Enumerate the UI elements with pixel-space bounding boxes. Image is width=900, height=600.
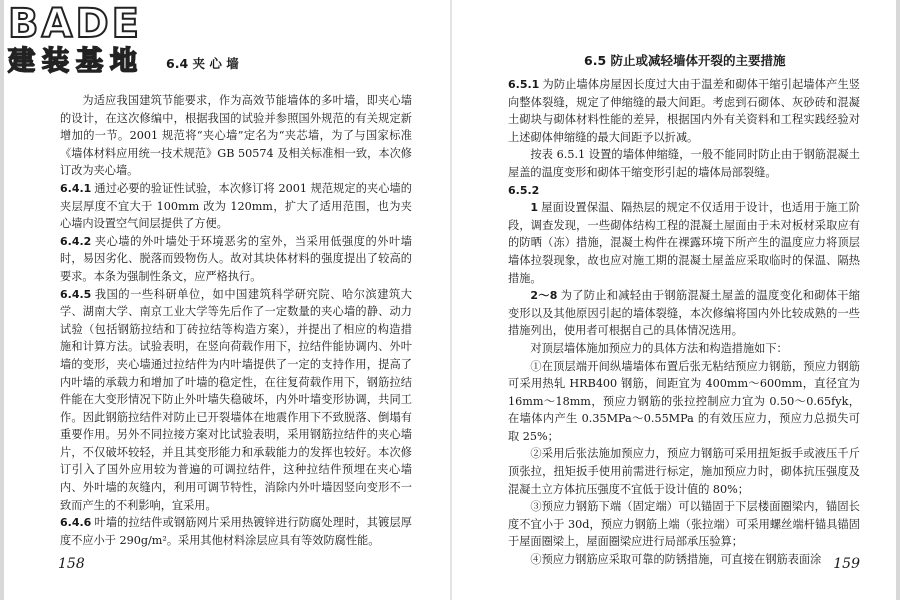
paragraph — [508, 146, 860, 181]
paragraph — [508, 498, 860, 551]
paragraph — [508, 287, 860, 340]
paragraph-text: 通过必要的验证性试验，本次修订将 2001 规范规定的夹心墙的夹层厚度不宜大于 100mm 改为 120mm，扩大了适用范围，也为夹心墙内设置空气间层提供了方便。 — [60, 181, 412, 231]
paragraph — [60, 92, 412, 180]
paragraph — [508, 76, 860, 146]
clause-number: 1 — [530, 201, 539, 215]
paragraph — [508, 445, 860, 498]
clause-number: 6.5.1 — [508, 78, 540, 91]
paragraph — [60, 180, 412, 233]
page-number: 158 — [58, 556, 85, 572]
paragraph — [508, 340, 860, 358]
clause-number: 6.4.6 — [60, 516, 92, 530]
clause-number: 6.4.2 — [60, 234, 92, 248]
right-page-body — [508, 76, 860, 569]
logo-brand-cn: 建装基地 — [8, 46, 144, 77]
clause-number: 2～8 — [530, 289, 558, 303]
paragraph-text: 我国的一些科研单位，如中国建筑科学研究院、哈尔滨建筑大学、湖南大学、南京工业大学等先后作了一定数量的夹心墙的静、动力试验（包括钢筋拉结和丁砖拉结等构造方案），并提出了相应的构造措施和计算方法。试验表明，在竖向荷载作用下，拉结件能协调内、外叶墙的变形，夹心墙通过拉结件为内叶墙提供了一定的支持作用，提高了内叶墙的承载力和增加了叶墙的稳定性，在往复荷载作用下，钢筋拉结件能在大变形情况下防止外叶墙失稳破坏，内外叶墙变形协调，共同工作。因此钢筋拉结件对防止已开裂墙体在地震作用下不致脱落、倒塌有重要作用。另外不同拉接方案对比试验表明，采用钢筋拉结件的夹心墙片，不仅破坏较轻，并且其变形能力和承载能力的发挥也较好。本次修订引入了国外应用较为普遍的可调拉结件，这种拉结件预埋在夹心墙内、外叶墙的灰缝内，利用可调节特性，消除内外叶墙因竖向变形不一致而产生的不利影响，宜采用。 — [60, 287, 412, 512]
watermark-logo — [8, 1, 178, 82]
logo-brand-en: BADE — [8, 1, 142, 47]
paragraph — [60, 233, 412, 286]
paragraph-text: ②采用后张法施加预应力，预应力钢筋可采用扭矩扳手或液压千斤顶张拉，扭矩扳手使用前需进行标定，施加预应力时，砌体抗压强度及混凝土立方体抗压强度不宜低于设计值的 80%； — [508, 447, 860, 496]
paragraph-text: ④预应力钢筋应采取可靠的防锈措施，可直接在钢筋表面涂 — [530, 553, 822, 567]
paragraph-text: ③预应力钢筋下端（固定端）可以锚固于下层楼面圈梁内，锚固长度不宜小于 30d，预应力钢筋上端（张拉端）可采用螺丝端杆锚具锚固于屋面圈梁上，屋面圈梁应进行局部承压验算； — [508, 500, 860, 549]
paragraph-text: 按表 6.5.1 设置的墙体伸缩缝，一般不能同时防止由于钢筋混凝土屋盖的温度变形和砌体干缩变形引起的墙体局部裂缝。 — [508, 148, 860, 179]
section-heading-6-5: 6.5 防止或减轻墙体开裂的主要措施 — [584, 53, 786, 68]
paragraph — [60, 286, 412, 515]
paragraph — [508, 182, 860, 200]
paragraph-text: 为适应我国建筑节能要求，作为高效节能墙体的多叶墙，即夹心墙的设计，在这次修编中，根据我国的试验并参照国外规范的有关规定新增加的一节。2001 规范将“夹心墙”定名为“夹芯墙，为了与国家标准《墙体材料应用统一技术规范》GB 50574 及相关标准相一致，本次修订改为夹心墙。 — [60, 94, 412, 178]
paragraph — [508, 358, 860, 446]
clause-number: 6.5.2 — [508, 183, 540, 197]
paragraph — [508, 551, 860, 569]
paragraph-text: 为了防止和减轻由于钢筋混凝土屋盖的温度变化和砌体干缩变形以及其他原因引起的墙体裂缝，本次修编将国内外比较成熟的一些措施列出，使用者可根据自己的具体情况选用。 — [508, 289, 860, 338]
paragraph-text: 夹心墙的外叶墙处于环境恶劣的室外，当采用低强度的外叶墙时，易因劣化、脱落而毁物伤人。故对其块体材料的强度提出了较高的要求。本条为强制性条文，应严格执行。 — [60, 234, 412, 283]
clause-number: 6.4.1 — [60, 181, 92, 195]
left-page-body — [60, 92, 412, 549]
page-number: 159 — [833, 556, 860, 572]
paragraph-text: 叶墙的拉结件或钢筋网片采用热镀锌进行防腐处理时，其镀层厚度不应小于 290g/m²。采用其他材料涂层应具有等效防腐性能。 — [60, 516, 412, 547]
paragraph — [508, 199, 860, 287]
right-page — [452, 0, 900, 600]
paragraph — [60, 514, 412, 549]
section-heading-6-4: 6.4 夹 心 墙 — [166, 56, 239, 71]
clause-number: 6.4.5 — [60, 287, 92, 301]
paragraph-text: 对顶层墙体施加预应力的具体方法和构造措施如下： — [530, 341, 788, 355]
paragraph-text: 屋面设置保温、隔热层的规定不仅适用于设计，也适用于施工阶段，调查发现，一些砌体结构工程的混凝土屋面由于未对板材采取应有的防晒（冻）措施，混凝土构件在裸露环境下所产生的温度应力将顶层墙体拉裂现象，故也应对施工期的混凝土屋盖应采取临时的保温、隔热措施。 — [508, 201, 860, 285]
paragraph-text: ①在顶层端开间纵墙墙体布置后张无粘结预应力钢筋，预应力钢筋可采用热轧 HRB400 钢筋，间距宜为 400mm～600mm，直径宜为 16mm～18mm，预应力钢筋的张拉控制应力宜为 0.50～0.65fyk，在墙体内产生 0.35MPa～0.55MPa 的有效压应力，预应力总损失可取 25%； — [508, 359, 860, 443]
paragraph-text: 为防止墙体房屋因长度过大由于温差和砌体干缩引起墙体产生竖向整体裂缝，规定了伸缩缝的最大间距。考虑到石砌体、灰砂砖和混凝土砌块与砌体材料性能的差异，根据国内外有关资料和工程实践经验对上述砌体伸缩缝的最大间距予以折减。 — [508, 78, 860, 144]
